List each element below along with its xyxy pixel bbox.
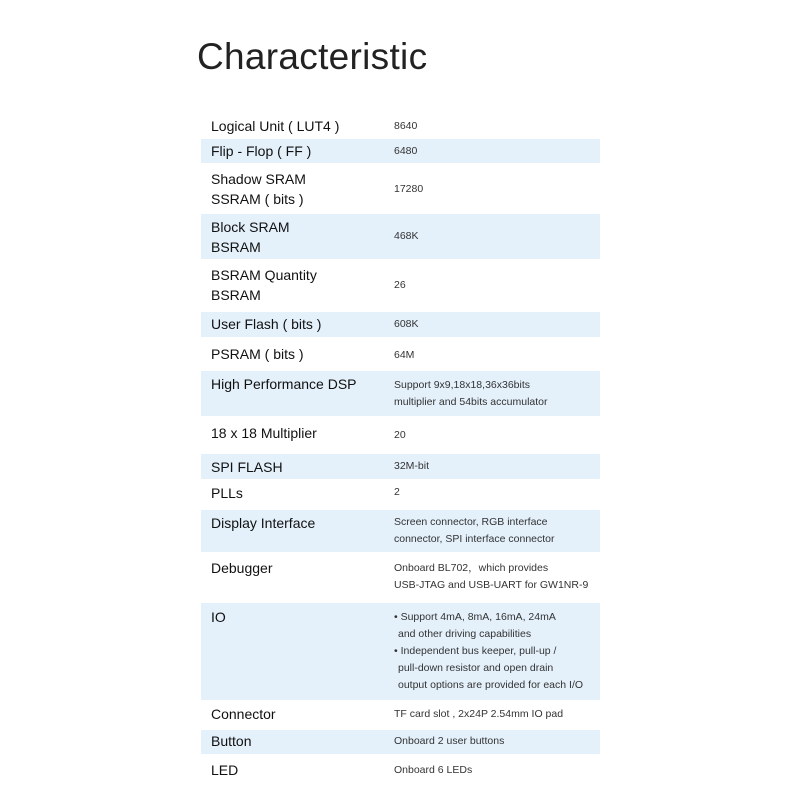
row-label: SPI FLASH — [211, 459, 283, 475]
row-value: 6480 — [394, 145, 418, 157]
row-label: Debugger — [211, 560, 273, 576]
row-value: 32M-bit — [394, 460, 430, 472]
row-label: BSRAM Quantity BSRAM — [211, 267, 317, 303]
row-label: 18 x 18 Multiplier — [211, 425, 317, 441]
row-value: 64M — [394, 349, 415, 361]
row-value: 26 — [394, 279, 406, 291]
row-label: LED — [211, 762, 239, 778]
table-row-spi-flash — [201, 454, 600, 479]
table-row-debugger — [201, 553, 600, 602]
row-value: • Support 4mA, 8mA, 16mA, 24mA and other driving capabilities • Independent bus keeper, pull-up / pull-down resistor and open drain output options are provided for each I/O — [394, 611, 584, 691]
table-row-block-sram — [201, 214, 600, 259]
row-label: Shadow SRAM SSRAM ( bits ) — [211, 171, 306, 207]
row-label: User Flash ( bits ) — [211, 316, 322, 332]
table-row-led — [201, 755, 600, 785]
row-label: High Performance DSP — [211, 376, 357, 392]
row-value: Onboard 6 LEDs — [394, 764, 473, 776]
table-row-logical-unit — [201, 114, 600, 138]
row-value: 2 — [394, 486, 400, 498]
row-value: 20 — [394, 429, 406, 441]
row-label: Block SRAM BSRAM — [211, 219, 290, 255]
row-label: PSRAM ( bits ) — [211, 346, 304, 362]
table-row-user-flash — [201, 312, 600, 337]
row-label: Logical Unit ( LUT4 ) — [211, 118, 340, 134]
row-value: 8640 — [394, 120, 418, 132]
row-label: Flip - Flop ( FF ) — [211, 143, 312, 159]
row-label: IO — [211, 609, 226, 625]
page-title: Characteristic — [197, 36, 428, 77]
table-row-plls — [201, 480, 600, 509]
table-row-shadow-sram — [201, 164, 600, 213]
row-value: Screen connector, RGB interface connector, SPI interface connector — [394, 516, 555, 545]
table-row-dsp — [201, 371, 600, 416]
table-row-button — [201, 730, 600, 754]
row-label: Button — [211, 733, 252, 749]
row-label: Display Interface — [211, 515, 316, 531]
table-row-display-interface — [201, 510, 600, 552]
table-row-io — [201, 603, 600, 700]
table-row-bsram-quantity — [201, 260, 600, 311]
row-label: Connector — [211, 706, 276, 722]
row-value: 17280 — [394, 183, 424, 195]
row-value: 608K — [394, 318, 419, 330]
row-value: Onboard BL702，which provides USB-JTAG and USB-UART for GW1NR-9 — [394, 562, 589, 591]
row-value: Support 9x9,18x18,36x36bits multiplier and 54bits accumulator — [394, 379, 548, 408]
table-row-psram — [201, 338, 600, 370]
row-value: Onboard 2 user buttons — [394, 735, 505, 747]
row-label: PLLs — [211, 485, 243, 501]
row-value: 468K — [394, 230, 419, 242]
table-row-multiplier — [201, 417, 600, 453]
table-row-flip-flop — [201, 139, 600, 163]
table-row-connector — [201, 701, 600, 729]
row-value: TF card slot , 2x24P 2.54mm IO pad — [394, 708, 564, 720]
